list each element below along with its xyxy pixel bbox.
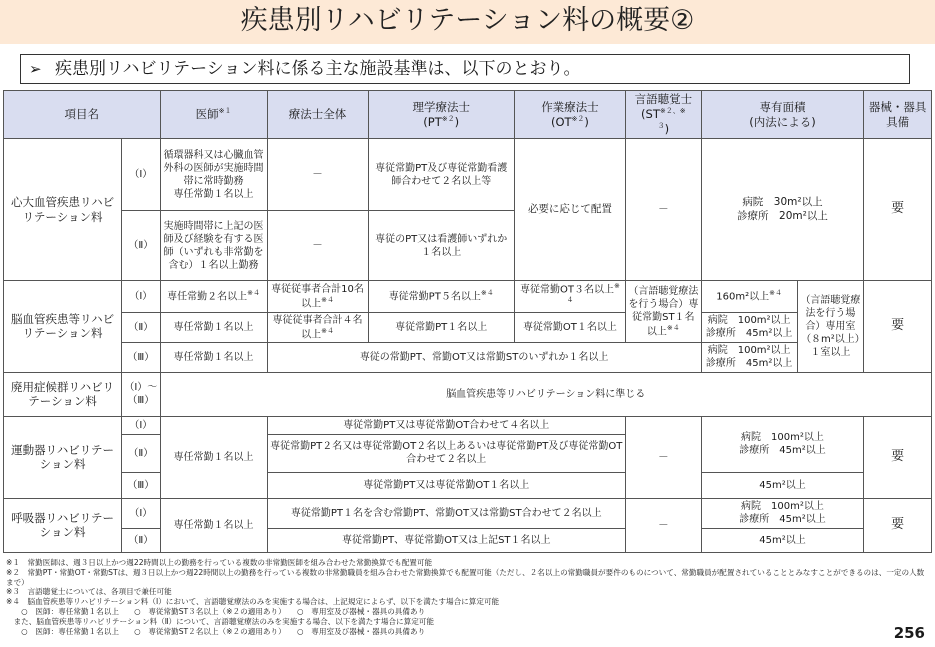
cell-pt: 専従常勤PT及び専従常勤看護師合わせて２名以上等 (368, 139, 514, 211)
cell-ot: 必要に応じて配置 (514, 139, 625, 281)
subtitle-box (20, 54, 910, 84)
cell-equipment: 要 (864, 139, 932, 281)
cell-pt: 専従のPT又は看護師いずれか１名以上 (368, 211, 514, 281)
facility-standards-table (3, 90, 932, 553)
cell-area: 病院 100m²以上 診療所 45m²以上 (701, 342, 797, 372)
footnote-line: ※３ 言語聴覚士については、各項目で兼任可能 (6, 587, 172, 597)
cell-staff-combined: 専従常勤PT、専従常勤OT又は上記ST１名以上 (267, 528, 625, 552)
header-ot: 作業療法士 (OT$^{※2}$) (514, 91, 625, 139)
cell-st: － (625, 139, 701, 281)
level-label: （Ⅰ） (122, 139, 160, 211)
table-row (4, 139, 932, 211)
table-row (4, 472, 932, 498)
cell-staff-combined: 専従常勤PT又は専従常勤OT合わせて４名以上 (267, 416, 625, 434)
cell-area: 45m²以上 (701, 528, 864, 552)
row-name-brain: 脳血管疾患等リハビリテーション料 (4, 281, 122, 373)
cell-st: － (625, 498, 701, 552)
cell-area: 病院 100m²以上 診療所 45m²以上 (701, 498, 864, 528)
header-item: 項目名 (4, 91, 161, 139)
cell-doctor: 専任常勤１名以上 (160, 416, 267, 498)
level-label: （Ⅰ）～（Ⅲ） (122, 372, 160, 416)
page-title: 疾患別リハビリテーション料の概要② (240, 5, 695, 36)
cell-therapist-all: 専従従事者合計４名以上$^{※4}$ (267, 312, 368, 342)
level-label: （Ⅲ） (122, 342, 160, 372)
cell-equipment: 要 (864, 281, 932, 373)
table-row (4, 498, 932, 528)
level-label: （Ⅱ） (122, 528, 160, 552)
page-number: 256 (893, 624, 925, 642)
cell-area: 病院 100m²以上 診療所 45m²以上 (701, 416, 864, 472)
level-label: （Ⅱ） (122, 434, 160, 472)
cell-area: 病院 30m²以上 診療所 20m²以上 (701, 139, 864, 281)
footnotes (6, 558, 926, 636)
header-therapist-all: 療法士全体 (267, 91, 368, 139)
cell-doctor: 専任常勤１名以上 (160, 498, 267, 552)
cell-staff-combined: 専従常勤PT１名を含む常勤PT、常勤OT又は常勤ST合わせて２名以上 (267, 498, 625, 528)
footnote-line: ○ 医師：専任常勤１名以上 ○ 専従常勤ST２名以上（※２の適用あり） ○ 専用室及び器械・器具の具備あり (6, 626, 426, 636)
level-label: （Ⅰ） (122, 281, 160, 313)
table-row (4, 342, 932, 372)
header-st: 言語聴覚士 ($ST^{※2、※}$ $^3$) (625, 91, 701, 139)
cell-area: 160m²以上$^{※4}$ (701, 281, 797, 313)
cell-equipment: 要 (864, 498, 932, 552)
cell-ot: 専従常勤OT３名以上$^{※4}$ (514, 281, 625, 313)
cell-therapist-all: － (267, 139, 368, 211)
cell-therapist-all: 専従従事者合計10名以上$^{※4}$ (267, 281, 368, 313)
cell-doctor: 実施時間帯に上記の医師及び経験を有する医師（いずれも非常勤を含む）１名以上勤務 (160, 211, 267, 281)
footnote-line: ※２ 常勤PT・常勤OT・常勤STは、週３日以上かつ週22時間以上の勤務を行っている複数の非常勤職員を組み合わせた常勤換算でも配置可能（ただし、２名以上の常勤職員が要件のものについて、常勤職員が配置されていることとみなすことができるのは、一定の人数まで） (6, 567, 925, 587)
level-label: （Ⅰ） (122, 416, 160, 434)
cell-st: （言語聴覚療法を行う場合）専従常勤ST１名以上$^{※4}$ (625, 281, 701, 343)
level-label: （Ⅱ） (122, 211, 160, 281)
header-doctor: 医師$^{※1}$ (160, 91, 267, 139)
footnote-line: ※４ 脳血管疾患等リハビリテーション料（Ⅰ）において、言語聴覚療法のみを実施する場合は、上記規定によらず、以下を満たす場合に算定可能 (6, 597, 500, 607)
header-equipment: 器械・器具具備 (864, 91, 932, 139)
table-row (4, 281, 932, 313)
level-label: （Ⅲ） (122, 472, 160, 498)
row-name-motor: 運動器リハビリテーション料 (4, 416, 122, 498)
cell-area: 病院 100m²以上 診療所 45m²以上 (701, 312, 797, 342)
subtitle-text: 疾患別リハビリテーション料に係る主な施設基準は、以下のとおり。 (55, 59, 581, 79)
cell-staff-combined: 専従の常勤PT、常勤OT又は常勤STのいずれか１名以上 (267, 342, 701, 372)
level-label: （Ⅱ） (122, 312, 160, 342)
cell-ot: 専従常勤OT１名以上 (514, 312, 625, 342)
level-label: （Ⅰ） (122, 498, 160, 528)
row-name-respiratory: 呼吸器リハビリテーション料 (4, 498, 122, 552)
cell-area-st: （言語聴覚療法を行う場合）専用室（８m²以上）１室以上 (797, 281, 864, 373)
header-area: 専有面積 (内法による) (701, 91, 864, 139)
table-row (4, 528, 932, 552)
cell-staff-combined: 専従常勤PT又は専従常勤OT１名以上 (267, 472, 625, 498)
footnote-line: また、脳血管疾患等リハビリテーション料（Ⅱ）について、言語聴覚療法のみを実施する場合、以下を満たす場合に算定可能 (6, 616, 434, 626)
table-row (4, 312, 932, 342)
cell-doctor: 専任常勤１名以上 (160, 312, 267, 342)
cell-disuse-text: 脳血管疾患等リハビリテーション料に準じる (160, 372, 932, 416)
header-pt: 理学療法士 (PT$^{※2}$) (368, 91, 514, 139)
cell-staff-combined: 専従常勤PT２名又は専従常勤OT２名以上あるいは専従常勤PT及び専従常勤OT合わせて２名以上 (267, 434, 625, 472)
footnote-line: ○ 医師：専任常勤１名以上 ○ 専従常勤ST３名以上（※２の適用あり） ○ 専用室及び器械・器具の具備あり (6, 606, 426, 616)
arrow-bullet-icon: ➢ (29, 60, 42, 78)
header-row (4, 91, 932, 139)
footnote-line: ※１ 常勤医師は、週３日以上かつ週22時間以上の勤務を行っている複数の非常勤医師を組み合わせた常勤換算でも配置可能 (6, 558, 433, 567)
cell-area: 45m²以上 (701, 472, 864, 498)
cell-therapist-all: － (267, 211, 368, 281)
row-name-cardio: 心大血管疾患リハビリテーション料 (4, 139, 122, 281)
cell-st: － (625, 416, 701, 498)
cell-pt: 専従常勤PT５名以上$^{※4}$ (368, 281, 514, 313)
table-row (4, 416, 932, 434)
table-row (4, 372, 932, 416)
row-name-disuse: 廃用症候群リハビリテーション料 (4, 372, 122, 416)
cell-doctor: 循環器科又は心臓血管外科の医師が実施時間帯に常時勤務 専任常勤１名以上 (160, 139, 267, 211)
cell-equipment: 要 (864, 416, 932, 498)
cell-doctor: 専任常勤２名以上$^{※4}$ (160, 281, 267, 313)
cell-doctor: 専任常勤１名以上 (160, 342, 267, 372)
cell-pt: 専従常勤PT１名以上 (368, 312, 514, 342)
